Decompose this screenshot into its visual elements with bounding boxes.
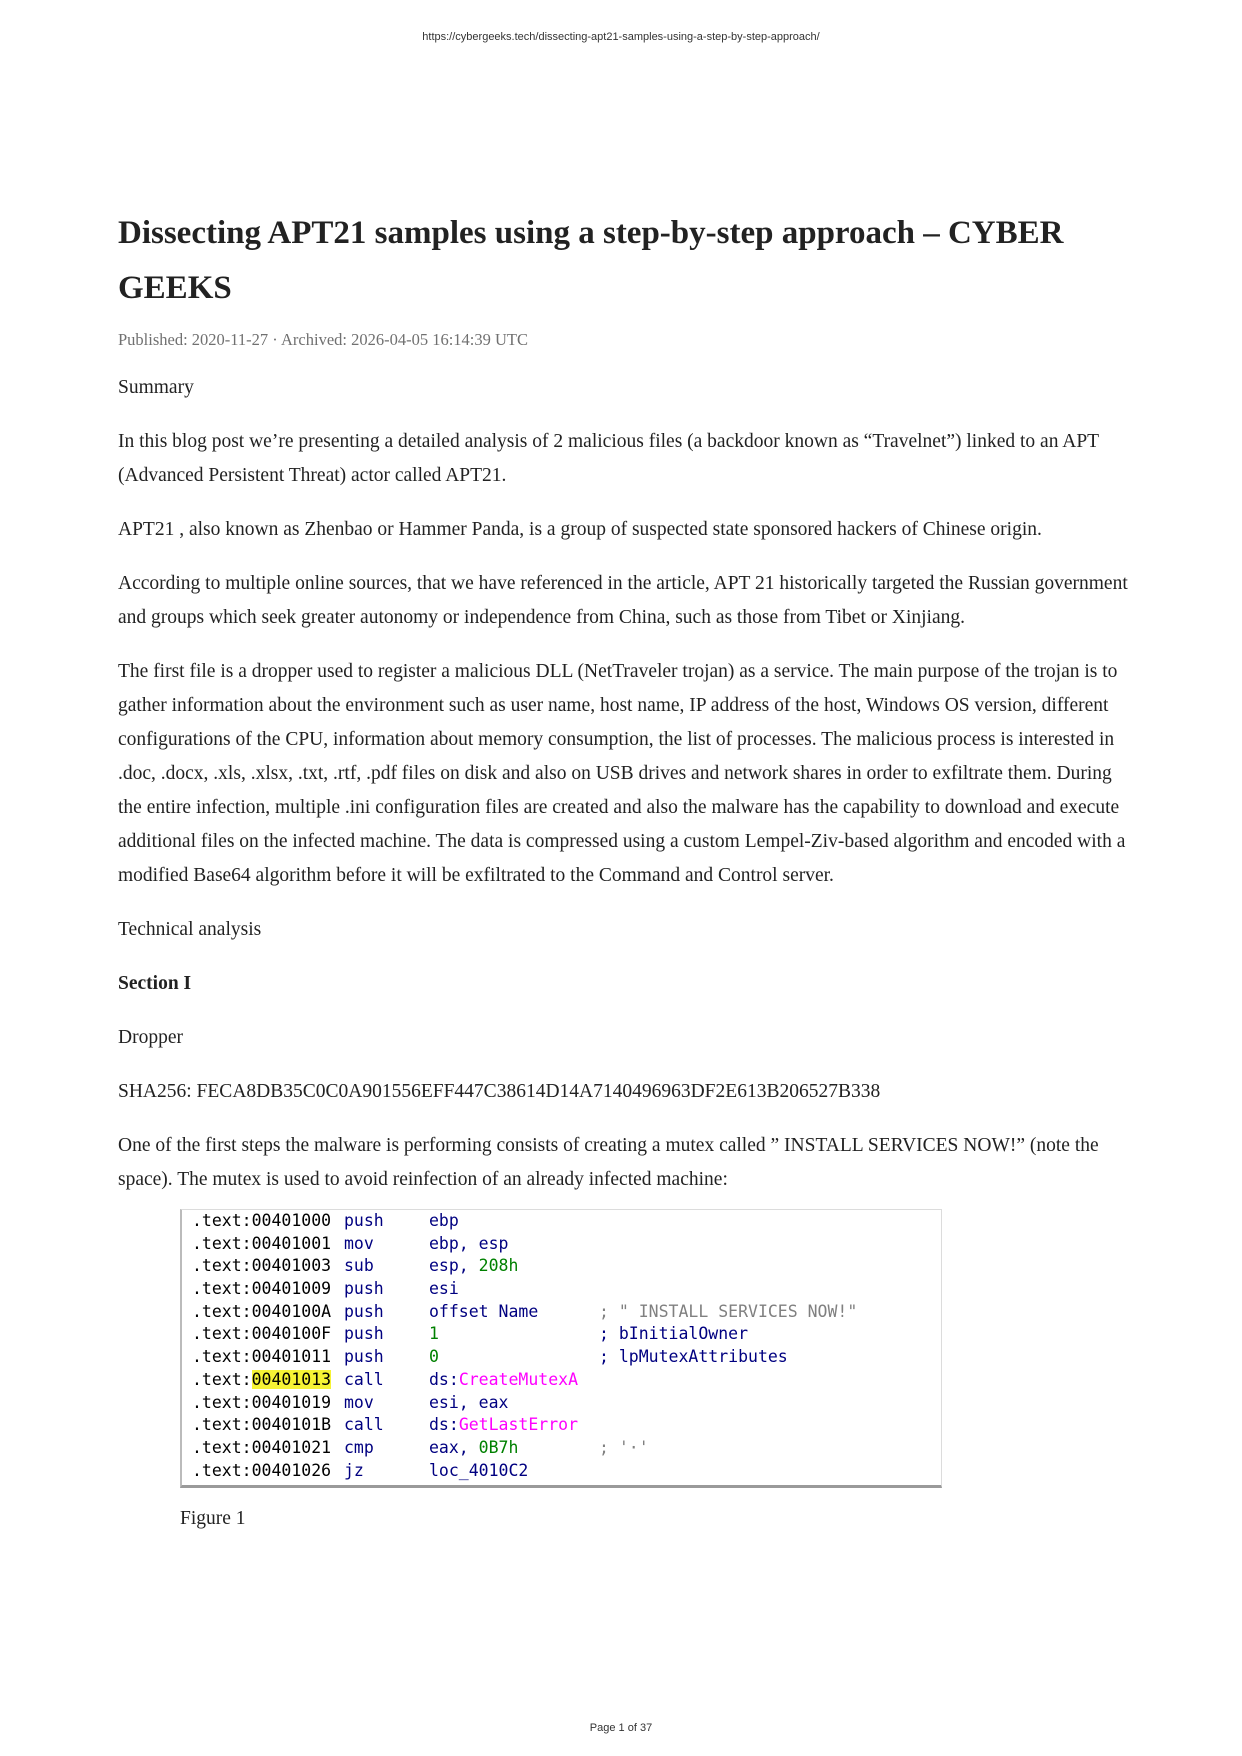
code-operand: esp, 208h: [429, 1256, 519, 1276]
code-line: [192, 1414, 941, 1437]
code-mnemonic: push: [344, 1211, 384, 1230]
section-heading: Section I: [118, 973, 192, 994]
code-mnemonic: push: [344, 1279, 384, 1299]
code-line: [192, 1210, 941, 1233]
code-operand: loc_4010C2: [429, 1460, 529, 1480]
code-line: [192, 1278, 941, 1301]
code-offset: .text:0040100A: [192, 1301, 332, 1321]
paragraph-mutex: One of the first steps the malware is performing consists of creating a mutex called ” INSTALL SERVICES NOW!” (note the space). The mutex is used to avoid reinfection of an already infected machine:: [118, 1135, 1099, 1190]
code-offset: .text:00401019: [192, 1392, 332, 1412]
code-mnemonic: push: [344, 1301, 384, 1321]
code-operand: offset Name: [429, 1301, 539, 1321]
paragraph-dropper-description: The first file is a dropper used to register a malicious DLL (NetTraveler trojan) as a service. The main purpose of the trojan is to gather information about the environment such as user name, host name, IP address of the host, Windows OS version, different configurations of the CPU, information about memory consumption, the list of processes. The malicious process is interested in .doc, .docx, .xls, .xlsx, .txt, .rtf, .pdf files on disk and also on USB drives and network shares in order to exfiltrate them. During the entire infection, multiple .ini configuration files are created and also the malware has the capability to download and execute additional files on the infected machine. The data is compressed using a custom Lempel-Ziv-based algorithm and encoded with a modified Base64 algorithm before it will be exfiltrated to the Command and Control server.: [118, 661, 1126, 886]
code-comment: ; lpMutexAttributes: [599, 1347, 788, 1367]
code-comment: ; bInitialOwner: [599, 1324, 749, 1344]
code-line: [192, 1392, 941, 1415]
code-offset: .text:00401003: [192, 1256, 332, 1276]
code-offset: .text:00401009: [192, 1279, 332, 1299]
code-mnemonic: call: [344, 1415, 384, 1435]
code-offset: .text:0040100F: [192, 1324, 332, 1344]
code-mnemonic: jz: [344, 1460, 364, 1480]
code-comment: ; " INSTALL SERVICES NOW!": [599, 1301, 858, 1321]
dropper-label: Dropper: [118, 1027, 183, 1048]
code-operand: ebp: [429, 1211, 459, 1230]
code-offset: .text:0040101B: [192, 1415, 332, 1435]
code-mnemonic: push: [344, 1324, 384, 1344]
technical-analysis-heading: Technical analysis: [118, 919, 262, 940]
code-line: [192, 1323, 941, 1346]
code-offset: .text:00401021: [192, 1437, 332, 1457]
code-operand: ebp, esp: [429, 1233, 509, 1253]
code-offset: .text:00401011: [192, 1347, 332, 1367]
disassembly-figure: [180, 1209, 942, 1488]
sha256-hash: SHA256: FECA8DB35C0C0A901556EFF447C38614D14A7140496963DF2E613B206527B338: [118, 1081, 881, 1102]
code-offset: .text:00401013: [192, 1369, 332, 1389]
code-comment: ; '·': [599, 1437, 649, 1457]
code-offset: .text:00401026: [192, 1460, 332, 1480]
code-operand: esi, eax: [429, 1392, 509, 1412]
article-title: Dissecting APT21 samples using a step-by-step approach – CYBER GEEKS: [118, 215, 1064, 306]
paragraph-intro: In this blog post we’re presenting a detailed analysis of 2 malicious files (a backdoor known as “Travelnet”) linked to an APT (Advanced Persistent Threat) actor called APT21.: [118, 431, 1099, 486]
code-mnemonic: mov: [344, 1392, 374, 1412]
code-line: [192, 1369, 941, 1392]
code-operand: ds:GetLastError: [429, 1415, 579, 1435]
code-mnemonic: call: [344, 1369, 384, 1389]
article-meta: Published: 2020-11-27 · Archived: 2026-04-05 16:14:39 UTC: [118, 330, 529, 349]
page-url-header: https://cybergeeks.tech/dissecting-apt21-samples-using-a-step-by-step-approach/: [422, 31, 820, 43]
summary-heading: Summary: [118, 377, 194, 398]
code-mnemonic: push: [344, 1347, 384, 1367]
figure-caption: Figure 1: [180, 1508, 246, 1530]
code-line: [192, 1346, 941, 1369]
code-line: [192, 1301, 941, 1324]
code-operand: esi: [429, 1279, 459, 1299]
paragraph-apt21-aliases: APT21 , also known as Zhenbao or Hammer Panda, is a group of suspected state sponsored hackers of Chinese origin.: [118, 519, 1042, 540]
code-mnemonic: mov: [344, 1233, 374, 1253]
code-line: [192, 1437, 941, 1460]
page-number: Page 1 of 37: [589, 1722, 653, 1734]
code-line: [192, 1233, 941, 1256]
code-operand: eax, 0B7h: [429, 1437, 519, 1457]
code-line: [192, 1460, 941, 1483]
article-content: [118, 206, 1128, 1536]
code-operand: 0: [429, 1347, 439, 1367]
code-operand: 1: [429, 1324, 439, 1344]
code-line: [192, 1255, 941, 1278]
paragraph-targets: According to multiple online sources, that we have referenced in the article, APT 21 historically targeted the Russian government and groups which seek greater autonomy or independence from China, such as those from Tibet or Xinjiang.: [118, 573, 1128, 628]
code-mnemonic: cmp: [344, 1437, 374, 1457]
code-offset: .text:00401001: [192, 1233, 332, 1253]
code-operand: ds:CreateMutexA: [429, 1369, 579, 1389]
code-offset: .text:00401000: [192, 1211, 332, 1230]
code-mnemonic: sub: [344, 1256, 374, 1276]
